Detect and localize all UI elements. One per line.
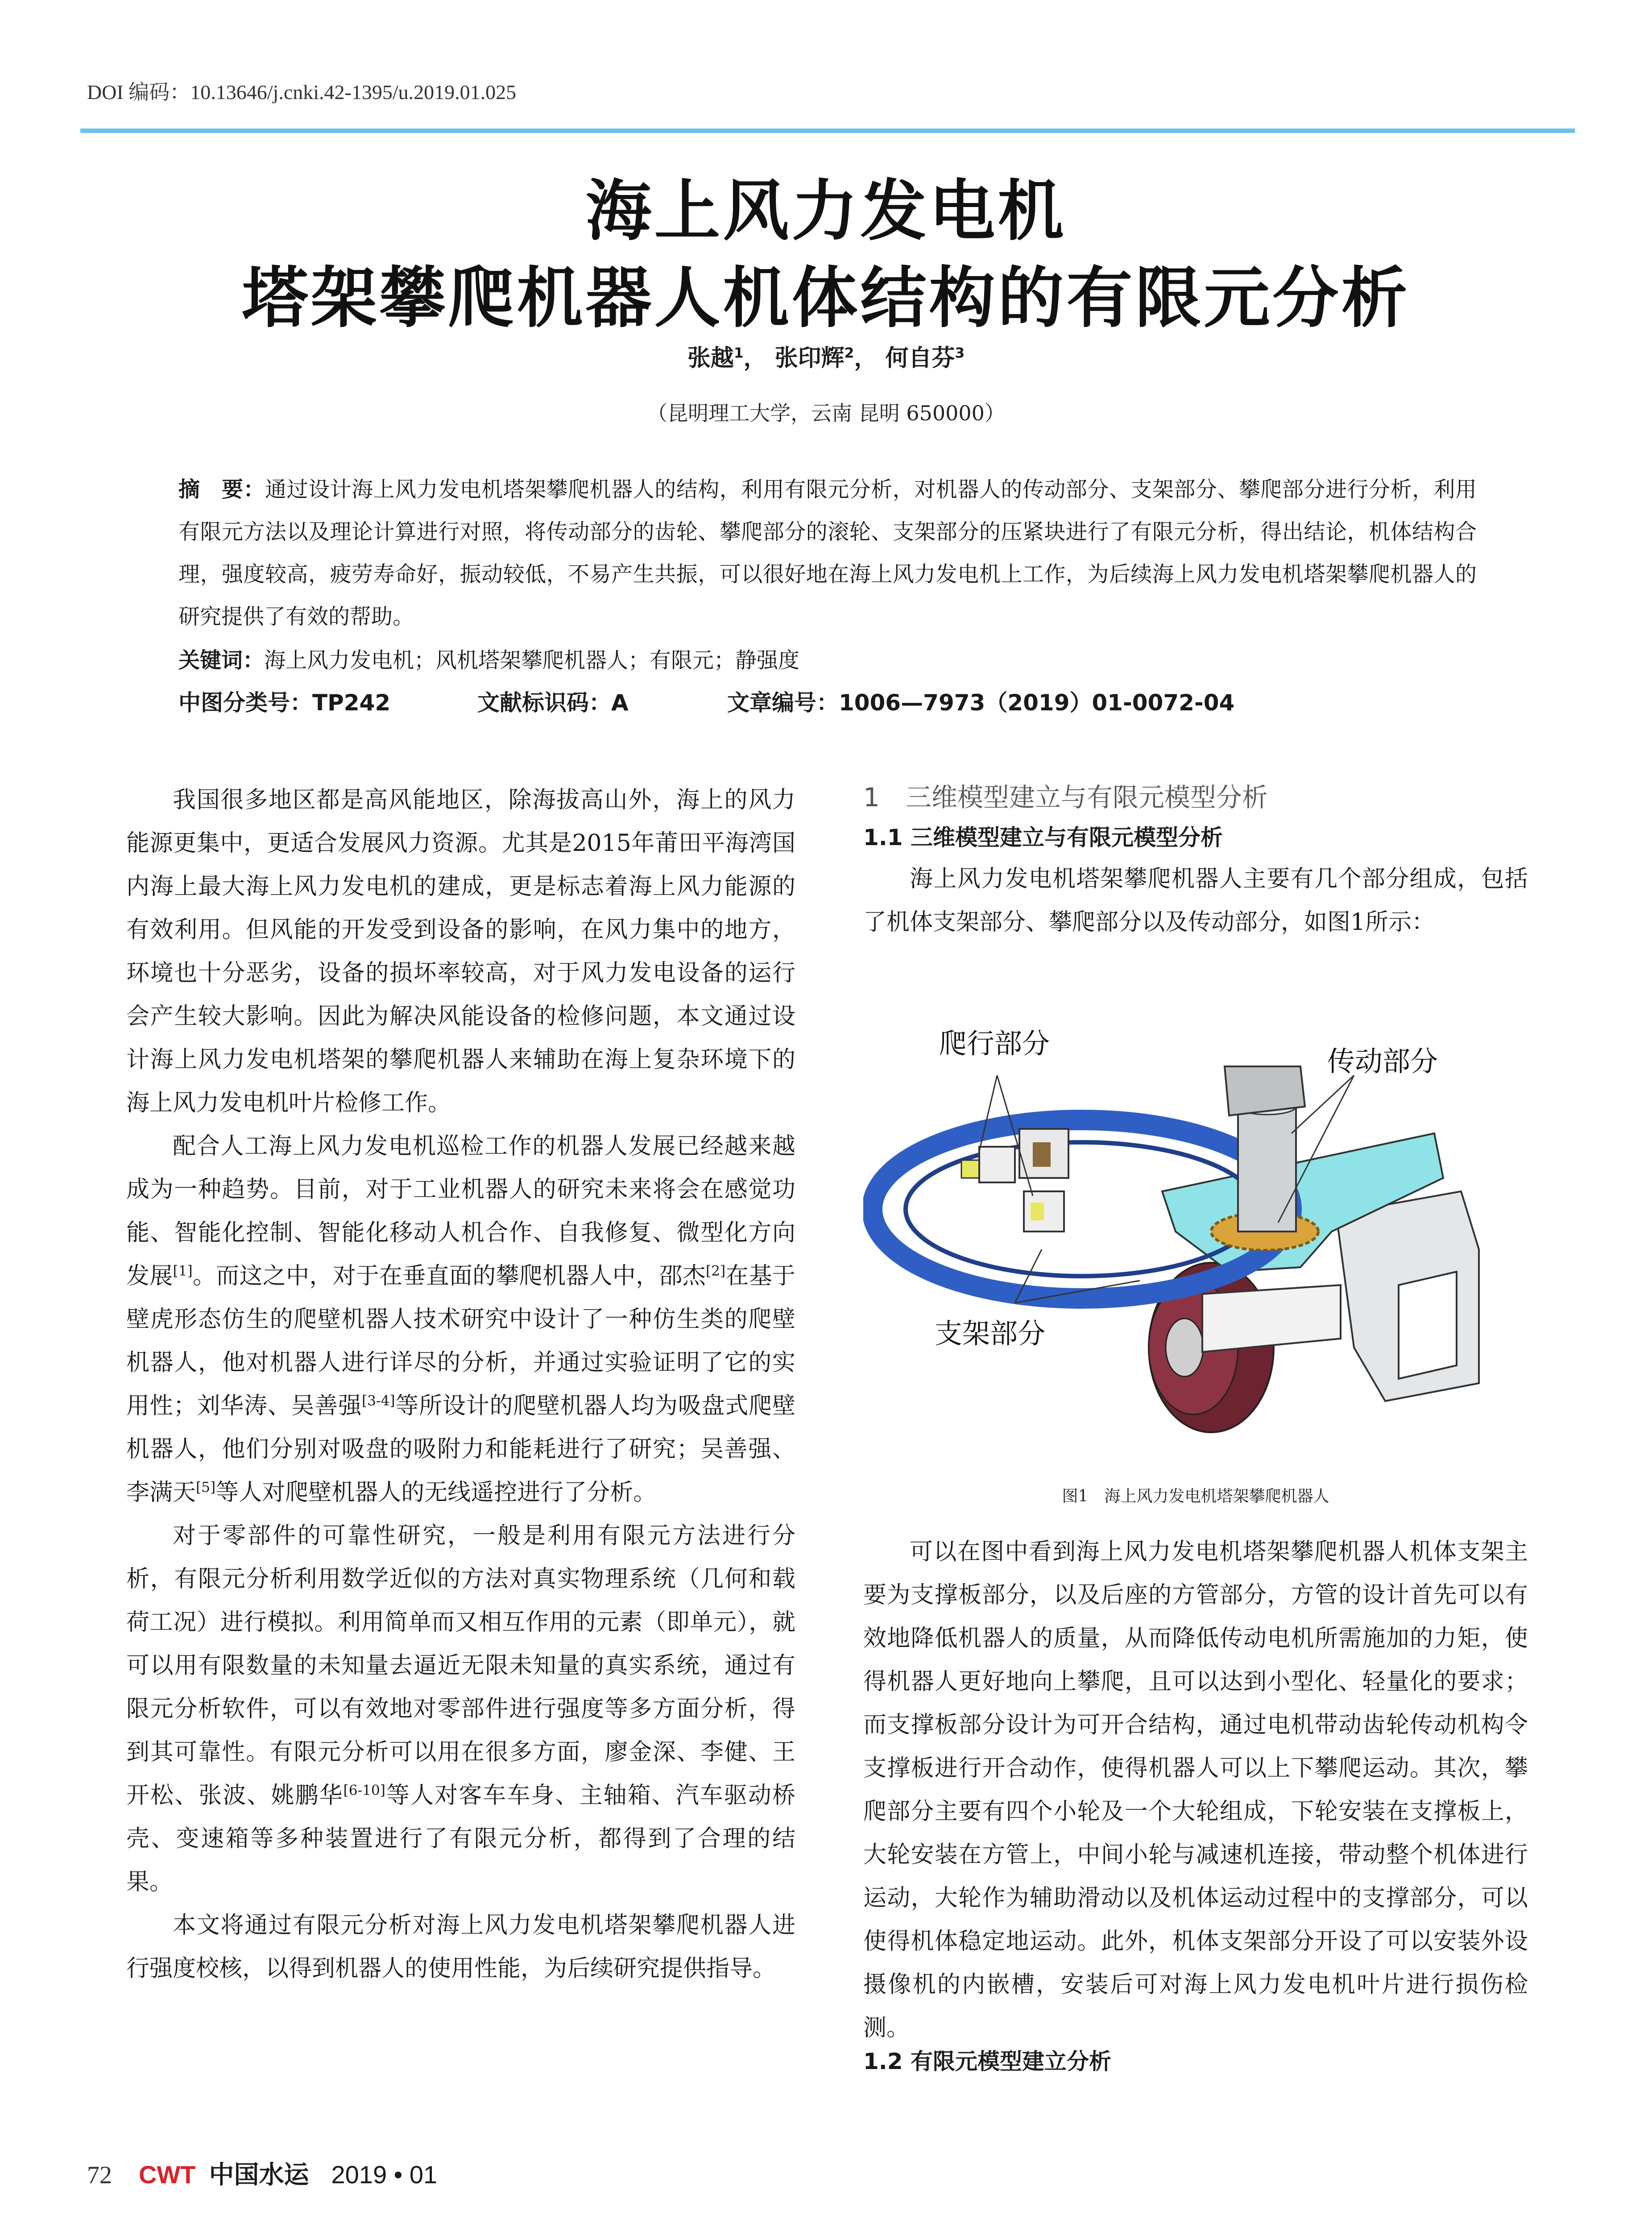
author-name: 何自芬 — [885, 345, 955, 372]
author-name: 张越 — [687, 345, 734, 372]
paragraph — [126, 1125, 795, 1514]
square-tube — [1336, 1191, 1479, 1401]
text-run: 。而这之中，对于在垂直面的攀爬机器人中，邵杰 — [192, 1263, 706, 1290]
citation[interactable]: [1] — [173, 1263, 193, 1279]
brand-logo: CWT — [139, 2161, 196, 2189]
paragraph — [126, 1514, 795, 1904]
page-number: 72 — [87, 2161, 112, 2189]
magazine-name: 中国水运 — [209, 2161, 309, 2190]
paragraph: 海上风力发电机塔架攀爬机器人主要有几个部分组成，包括了机体支架部分、攀爬部分以及传动部分，如图1所示： — [863, 866, 1528, 936]
authors: 张越$^1$， 张印辉$^2$， 何自芬$^3$ — [687, 345, 965, 372]
label-support-part: 支架部分 — [935, 1317, 1046, 1350]
right-column-body — [863, 1530, 1528, 2050]
title-line-1: 海上风力发电机 — [585, 173, 1067, 249]
text-run: 等人对客车车身、主轴箱、汽车驱动桥壳、变速箱等多种装置进行了有限元分析，都得到了合理的结果。 — [126, 1782, 795, 1895]
clc-number: 中图分类号：TP242 — [178, 690, 391, 716]
author-name: 张印辉 — [774, 345, 845, 372]
right-column-intro — [863, 777, 1528, 944]
title-line-2: 塔架攀爬机器人机体结构的有限元分析 — [242, 260, 1410, 336]
paragraph: 我国很多地区都是高风能地区，除海拔高山外，海上的风力能源更集中，更适合发展风力资源。尤其是2015年莆田平海湾国内海上最大海上风力发电机的建成，更是标志着海上风力能源的有效利用。但风能的开发受到设备的影响，在风力集中的地方，环境也十分恶劣，设备的损坏率较高，对于风力发电设备的运行会产生较大影响。因此为解决风能设备的检修问题，本文通过设计海上风力发电机塔架的攀爬机器人来辅助在海上复杂环境下的海上风力发电机叶片检修工作。 — [126, 787, 795, 1116]
keywords — [178, 639, 1477, 682]
doi-line: DOI 编码：10.13646/j.cnki.42-1395/u.2019.01.025 — [87, 81, 517, 104]
label-drive-part: 传动部分 — [1327, 1045, 1438, 1078]
citation[interactable]: [5] — [196, 1479, 216, 1496]
text-run: 在基于壁虎形态仿生的爬壁机器人技术研究中设计了一种仿生类的爬壁机器人，他对机器人进行详尽的分析，并通过实验证明了它的实用性；刘华涛、吴善强 — [126, 1263, 795, 1419]
author-sup: 2 — [844, 345, 854, 361]
label-climb-part: 爬行部分 — [939, 1027, 1050, 1060]
left-column — [126, 779, 795, 1990]
page-footer — [87, 2155, 437, 2191]
abstract — [178, 469, 1477, 638]
climb-wheel-units — [961, 1129, 1068, 1232]
affiliation: （昆明理工大学，云南 昆明 650000） — [647, 401, 1005, 425]
citation[interactable]: [6-10] — [343, 1782, 385, 1799]
article-number: 文章编号：1006—7973（2019）01-0072-04 — [727, 690, 1235, 716]
text-run: 等人对爬壁机器人的无线遥控进行了分析。 — [215, 1479, 657, 1506]
text-run: 对于零部件的可靠性研究，一般是利用有限元方法进行分析，有限元分析利用数学近似的方法对真实物理系统（几何和载荷工况）进行模拟。利用简单而又相互作用的元素（即单元），就可以用有限数量的未知量去逼近无限未知量的真实系统，通过有限元分析软件，可以有效地对零部件进行强度等多方面分析，得到其可靠性。有限元分析可以用在很多方面，廖金深、李健、王开松、张波、姚鹏华 — [126, 1522, 795, 1809]
author-sup: 3 — [955, 345, 965, 361]
keywords-text: 海上风力发电机；风机塔架攀爬机器人；有限元；静强度 — [264, 648, 800, 673]
citation[interactable]: [2] — [705, 1263, 726, 1279]
document-code: 文献标识码：A — [477, 690, 629, 716]
subsection-heading: 1.2 有限元模型建立分析 — [863, 2049, 1111, 2074]
author-sup: 1 — [733, 345, 744, 361]
text-run: 等所设计的爬壁机器人均为吸盘式爬壁机器人，他们分别对吸盘的吸附力和能耗进行了研究；吴善强、李满天 — [126, 1393, 795, 1506]
paragraph: 本文将通过有限元分析对海上风力发电机塔架攀爬机器人进行强度校核，以得到机器人的使用性能，为后续研究提供指导。 — [126, 1912, 795, 1982]
abstract-text: 通过设计海上风力发电机塔架攀爬机器人的结构，利用有限元分析，对机器人的传动部分、支架部分、攀爬部分进行分析，利用有限元方法以及理论计算进行对照，将传动部分的齿轮、攀爬部分的滚轮、支架部分的压紧块进行了有限元分析，得出结论，机体结构合理，强度较高，疲劳寿命好，振动较低，不易产生共振，可以很好地在海上风力发电机上工作，为后续海上风力发电机塔架攀爬机器人的研究提供了有效的帮助。 — [178, 477, 1477, 629]
paragraph: 可以在图中看到海上风力发电机塔架攀爬机器人机体支架主要为支撑板部分，以及后座的方管部分，方管的设计首先可以有效地降低机器人的质量，从而降低传动电机所需施加的力矩，使得机器人更好地向上攀爬，且可以达到小型化、轻量化的要求；而支撑板部分设计为可开合结构，通过电机带动齿轮传动机构令支撑板进行开合动作，使得机器人可以上下攀爬运动。其次，攀爬部分主要有四个小轮及一个大轮组成，下轮安装在支撑板上，大轮安装在方管上，中间小轮与减速机连接，带动整个机体进行运动，大轮作为辅助滑动以及机体运动过程中的支撑部分，可以使得机体稳定地运动。此外，机体支架部分开设了可以安装外设摄像机的内嵌槽，安装后可对海上风力发电机叶片进行损伤检测。 — [863, 1538, 1528, 2041]
subsection-heading: 1.1 三维模型建立与有限元模型分析 — [863, 825, 1223, 850]
text-run: 配合人工海上风力发电机巡检工作的机器人发展已经越来越成为一种趋势。目前，对于工业机器人的研究未来将会在感觉功能、智能化控制、智能化移动人机合作、自我修复、微型化方向发展 — [126, 1133, 795, 1290]
section-heading: 1 三维模型建立与有限元模型分析 — [863, 782, 1268, 813]
keywords-label: 关键词： — [178, 648, 265, 673]
abstract-label: 摘 要： — [178, 477, 265, 502]
issue-number: 2019 • 01 — [331, 2161, 438, 2189]
figure-caption: 图1 海上风力发电机塔架攀爬机器人 — [1062, 1487, 1329, 1505]
header-rule — [80, 129, 1575, 133]
citation[interactable]: [3-4] — [361, 1393, 395, 1409]
robot-figure — [863, 999, 1528, 1468]
